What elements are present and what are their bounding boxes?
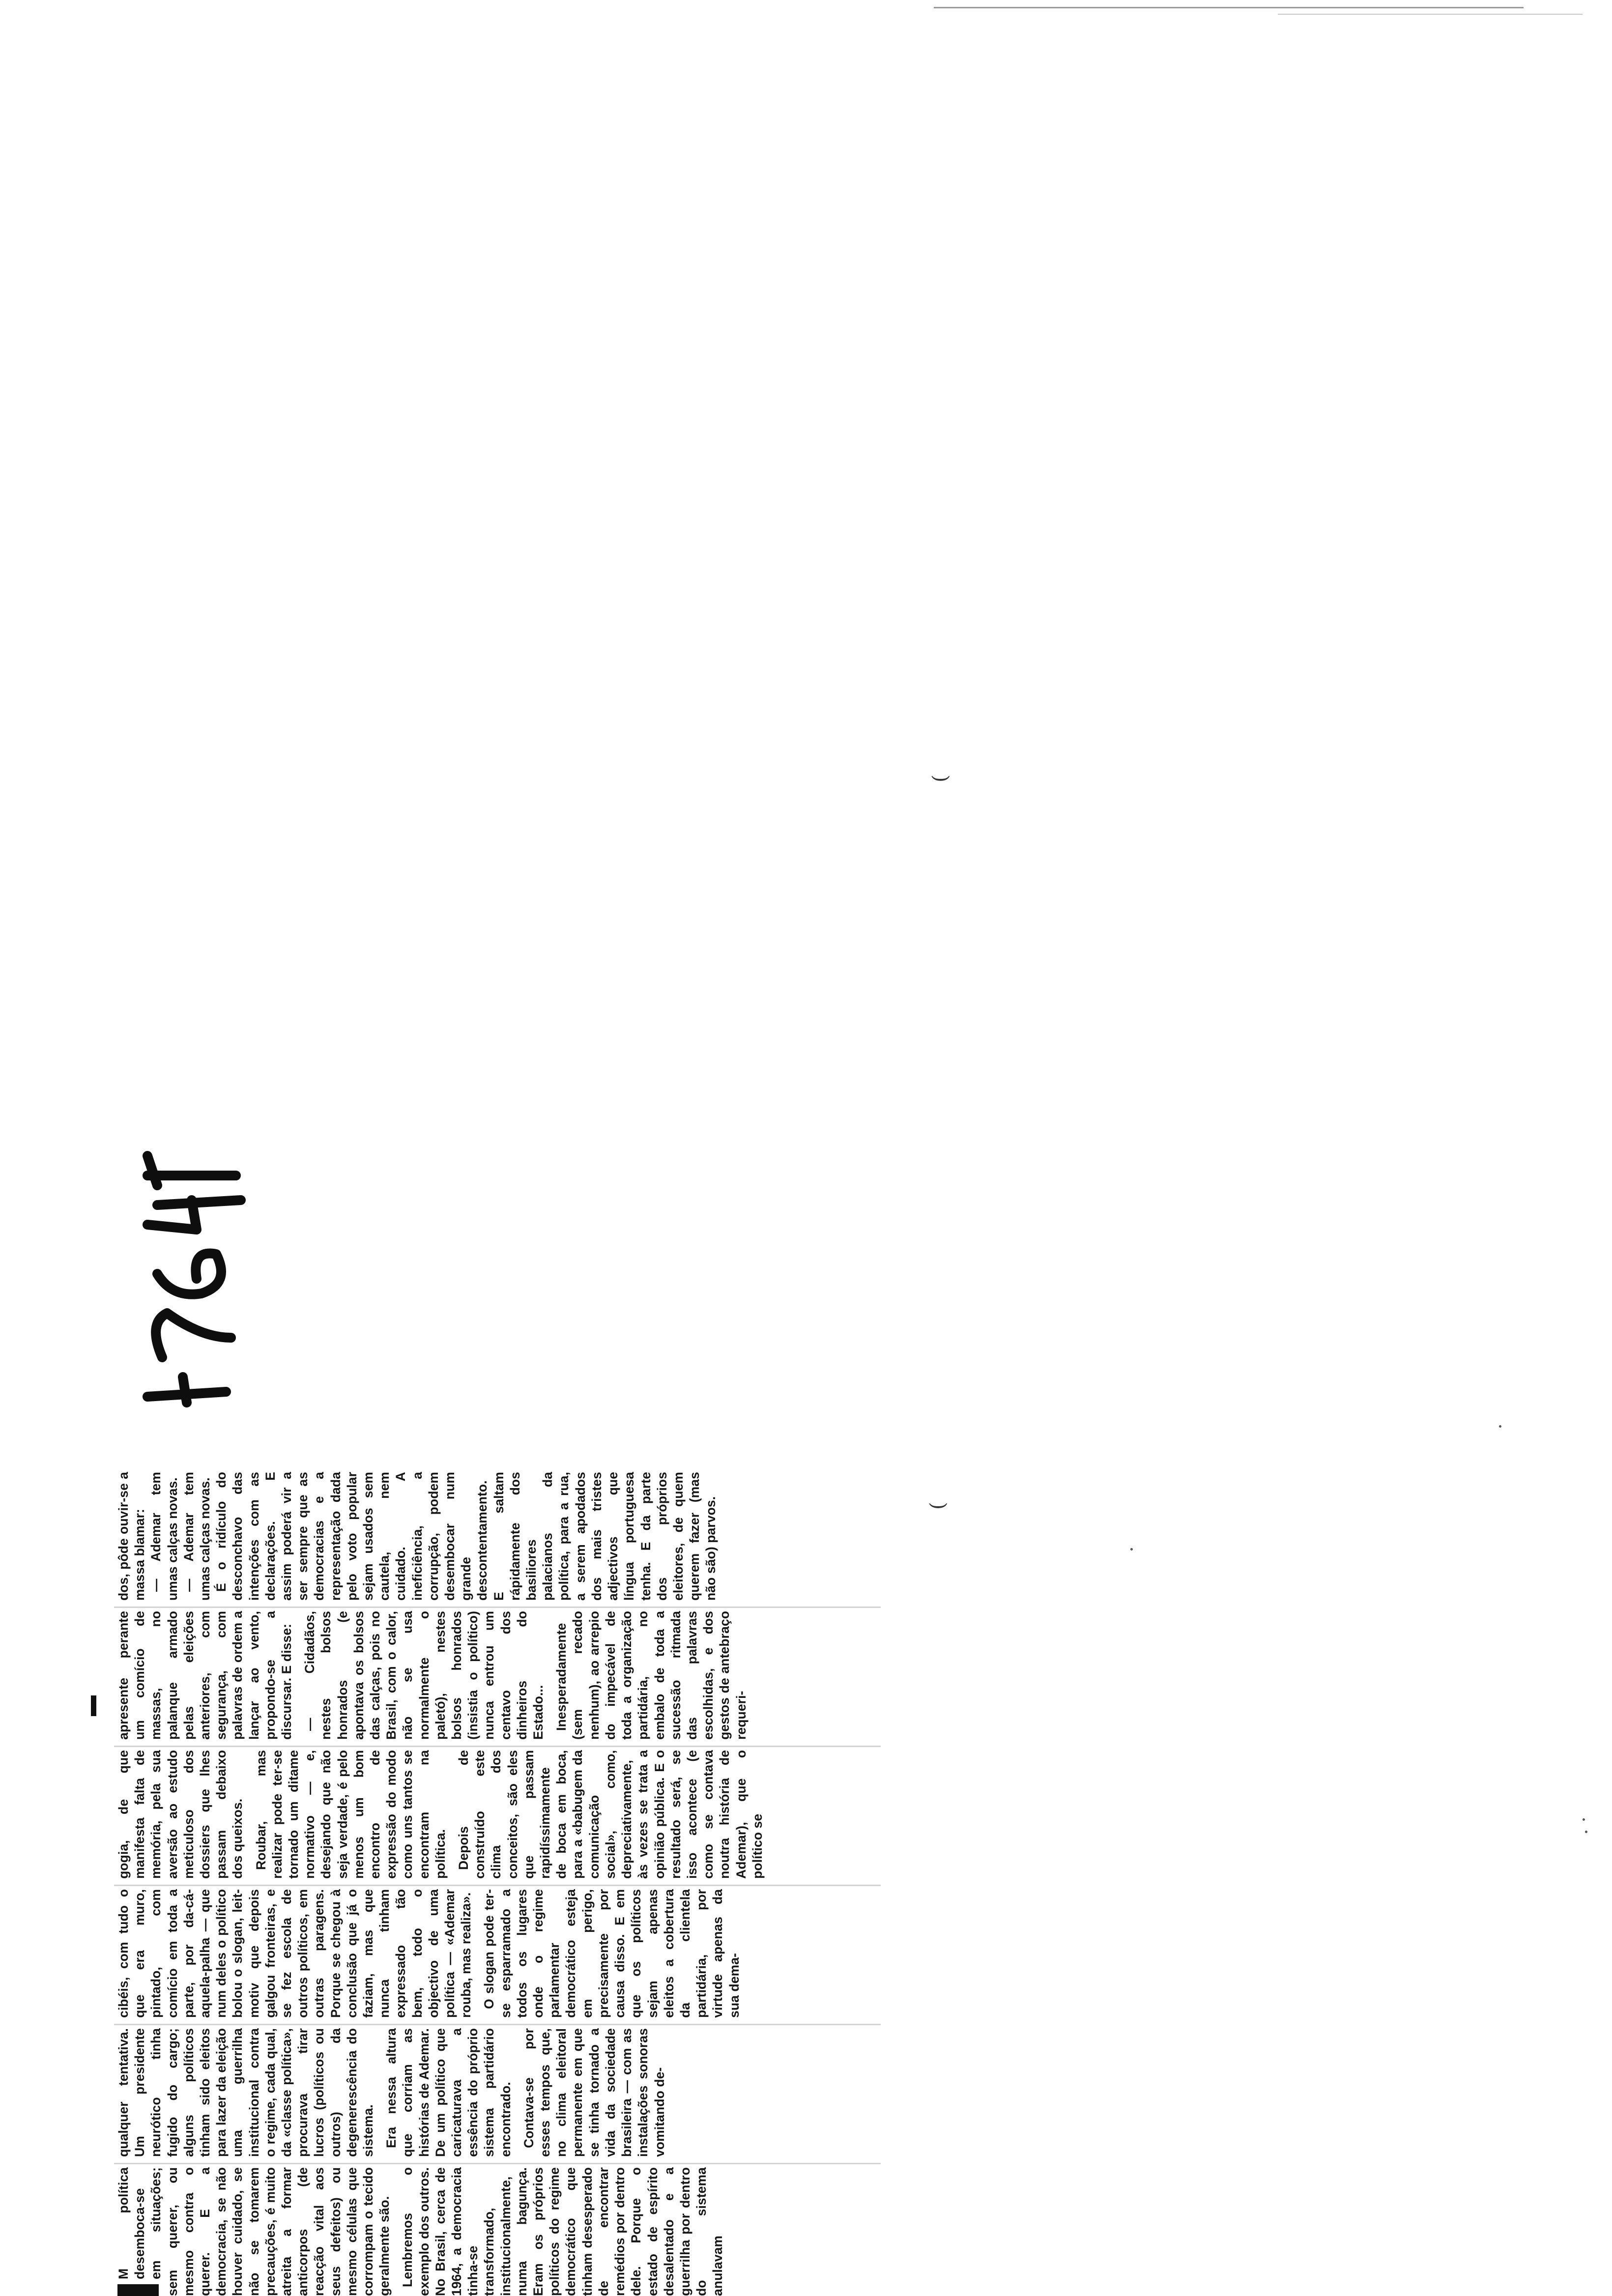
scan-speck: [1585, 1831, 1587, 1833]
paragraph: Inesperadamente (sem recado nenhum), ao arrepio do impecável de toda a organização partidária, no embalo de toda a sucessão ritmada das palavras escolhidas, e dos gestos de antebraço requeri-: [554, 1611, 748, 1740]
article-column-1: [115, 2167, 921, 2296]
column-separator: [114, 1746, 881, 1747]
paragraph: — Ademar tem umas calças novas.: [148, 1472, 180, 1601]
paragraph: — Cidadãos, nestes bolsos honrados (e apontava os bolsos das calças, pois no Brasil, com o calor, não se usa normalmente o paletó), nestes bolsos honrados (insistia o político) nunca entrou um centavo dos dinheiros do Estado...: [302, 1611, 546, 1740]
scan-mark: (: [929, 775, 951, 782]
column-separator: [114, 1607, 881, 1608]
dropcap: [117, 2284, 159, 2296]
paragraph: [115, 2167, 393, 2296]
column-separator: [114, 2024, 881, 2025]
paragraph: qualquer tentativa. Um presidente neurótico tinha fugido do cargo; alguns políticos tinham sido eleitos para lazer da eleição uma guerrilha institucional contra o regime, cada qual, da «classe política», procurava tirar lucros (políticos ou outros) da degenerescência do sistema.: [116, 2028, 376, 2157]
scan-speck: [1583, 1818, 1585, 1821]
article-column-6: [115, 1472, 921, 1601]
paragraph: Lembremos o exemplo dos outros. No Brasil, cerca de 1964, a democracia tinha-se transformado, institucionalmente, numa bagunça. Eram os próprios políticos do regime democrático que tinham desesperado de encontrar remédios por dentro dele. Porque o estado de espírito desalentado e a guerrilha por dentro do sistema anulavam: [400, 2167, 725, 2296]
paragraph: É o ridículo do desconchavo das intenções com as declarações. E assim poderá vir a ser sempre que as democracias e a representação dada pelo voto popular sejam usados sem cautela, nem cuidado. A ineficiência, a corrupção, podem desembocar num grande descontentamento. E saltam rápidamente dos basiliores palacianos da política, para a rua, a serem apodados dos mais tristes adjectivos que língua portuguesa tenha. E da parte dos próprios eleitores, de quem querem fazer (mas não são) parvos.: [214, 1472, 719, 1601]
article-column-5: [115, 1611, 921, 1740]
paragraph: dos, pôde ouvir-se a massa blamar:: [116, 1472, 147, 1601]
scan-mark: (: [926, 1502, 949, 1510]
paragraph: Depois de construído este clima dos conceitos, são eles que passam rapidíssimamente de boca em boca, para a «babugem da comunicação social», como, depreciativamente, às vezes se trata a opinião pública. E o resultado será, se isso acontece (e como se contava noutra história de Ademar), que o político se: [456, 1750, 765, 1879]
scan-speck: [1130, 1548, 1133, 1550]
paragraph-text: M política desemboca-se em situações; sem querer, ou mesmo contra o querer. E a democracia, se não houver cuidado, se não se tomarem precauções, é muito atreita a formar anticorpos (de reacção vital aos seus defeitos) ou mesmo células que corrompam o tecido geralmente são.: [116, 2167, 392, 2296]
paragraph: apresente perante um comício de massas, no palanque armado pelas eleições anteriores, com segurança, com palavras de ordem a lançar ao vento, propondo-se a discursar. E disse:: [116, 1611, 294, 1740]
article-column-3: [115, 1889, 921, 2018]
paragraph: cibéis, com tudo o que era muro, pintado, com comício em toda a parte, por da-cá-aquela-palha — que num deles o político bolou o slogan, leit-motiv que depois galgou fronteiras, e se fez escola de outros políticos, em outras paragens. Porque se chegou à conclusão que já o faziam, mas que nunca tinham expressado tão bem, todo o objectivo de uma política — «Ademar rouba, mas realiza».: [116, 1889, 474, 2018]
column-rule: [91, 1695, 96, 1716]
paragraph: — Ademar tem umas calças novas.: [181, 1472, 213, 1601]
paragraph: O slogan pode ter-se esparramado a todos os lugares onde o regime parlamentar democrático esteja em perigo, precisamente por causa disso. E em que os políticos sejam apenas eleitos a cobertura da clientela partidária, por virtude apenas da sua dema-: [482, 1889, 742, 2018]
scan-edge-line: [934, 7, 1524, 8]
paragraph: Contava-se por esses tempos que, no clima eleitoral permanente em que se tinha tornado a vida da sociedade brasileira — com as instalações sonoras vomitando de-: [521, 2028, 667, 2157]
scan-speck: [1499, 1425, 1501, 1428]
handwritten-number: [128, 1126, 256, 1411]
article-column-2: [115, 2028, 921, 2157]
column-separator: [114, 1885, 881, 1886]
paragraph: Era nessa altura que corriam as histórias de Ademar. De um político que caricaturava a essência do próprio sistema partidário encontrado.: [384, 2028, 513, 2157]
paragraph: gogia, de que manifesta falta de memória, pela sua aversão ao estudo meticuloso dos dossiers que lhes passam debaixo dos queixos.: [116, 1750, 245, 1879]
article-column-4: [115, 1750, 921, 1879]
column-separator: [114, 2163, 881, 2164]
paragraph: Roubar, mas realizar pode ter-se tornado um ditame normativo — e, desejando que não seja verdade, é pelo menos um bom encontro de expressão do modo como uns tantos se encontram na política.: [253, 1750, 448, 1879]
newspaper-article: [0, 55, 951, 2296]
scan-edge-line: [1278, 14, 1583, 15]
